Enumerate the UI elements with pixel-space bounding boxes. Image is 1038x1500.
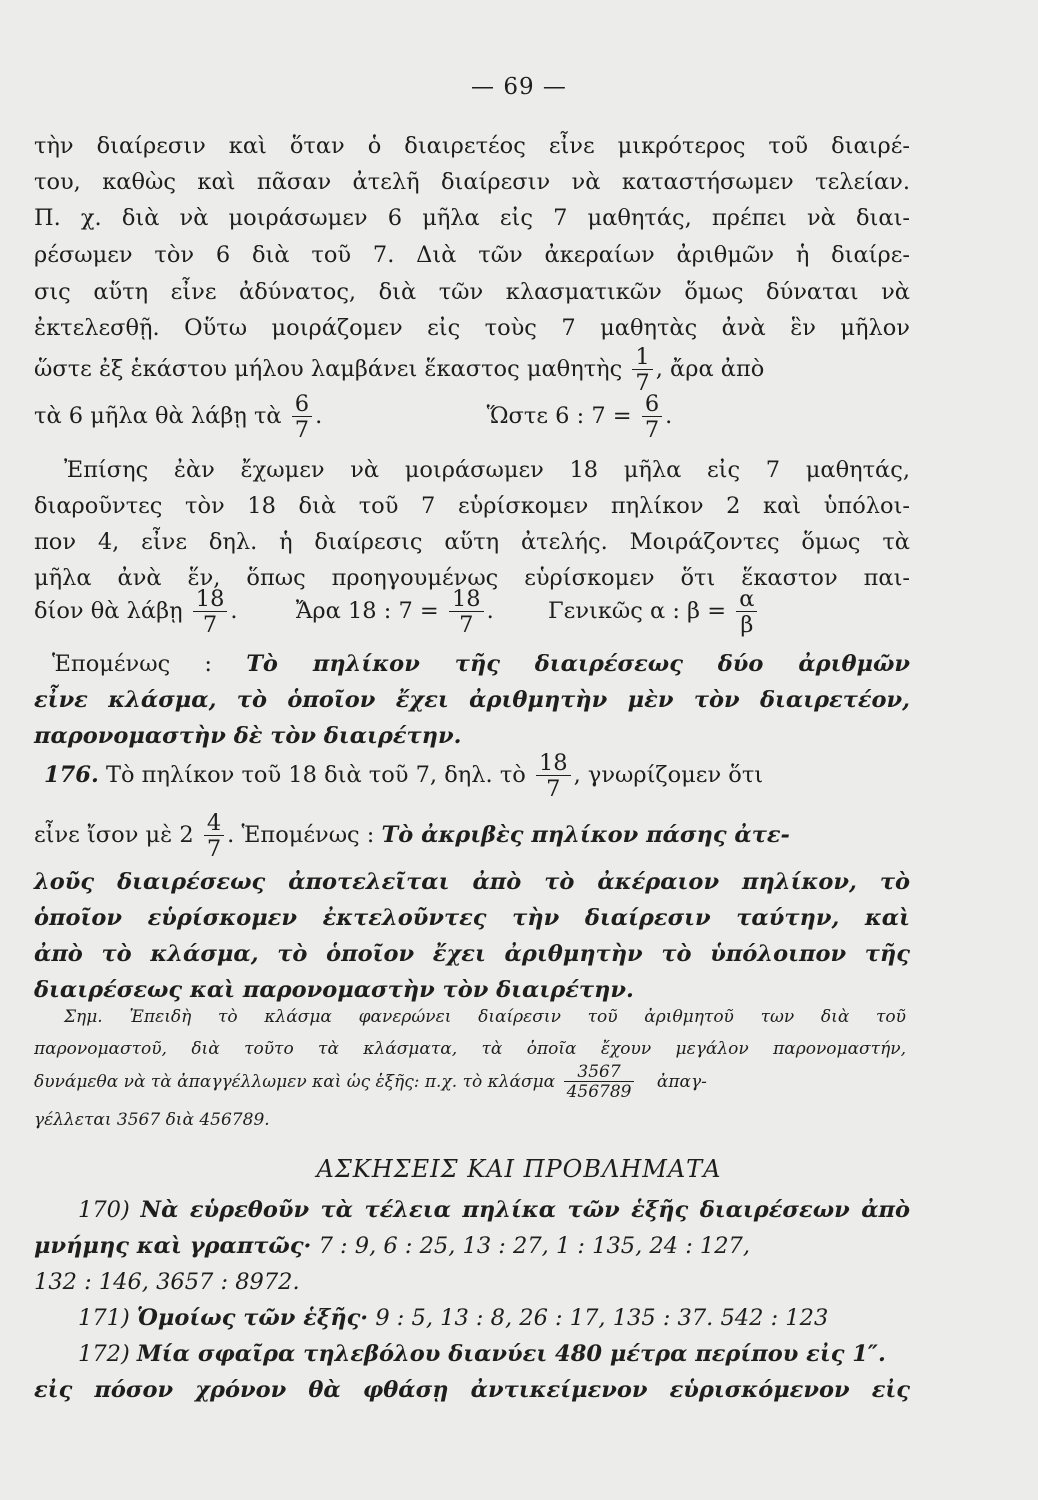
text-segment: ἀπαγ- xyxy=(656,1072,707,1092)
section-176-line xyxy=(44,752,920,800)
exercise-line: 132 : 146, 3657 : 8972. xyxy=(34,1269,300,1295)
fraction: $\frac{18}{7}$ xyxy=(193,588,228,636)
fraction: $\frac{\alpha}{\beta}$ xyxy=(736,588,757,636)
fraction: $\frac{3567}{456789}$ xyxy=(564,1064,635,1101)
exercise-number: 170) xyxy=(78,1197,130,1223)
text-segment: . xyxy=(230,598,238,624)
text-segment: ὥστε ἐξ ἑκάστου μήλου λαμβάνει ἕκαστος μαθητὴς xyxy=(34,356,623,382)
text-line: πον 4, εἶνε δηλ. ἡ διαίρεσις αὕτη ἀτελής. Μοιράζοντες ὅμως τὰ xyxy=(34,529,910,555)
rule-line: λοῦς διαιρέσεως ἀποτελεῖται ἀπὸ τὸ ἀκέραιον πηλίκον, τὸ xyxy=(34,869,910,895)
note-line: γέλλεται 3567 διὰ 456789. xyxy=(34,1110,270,1130)
text-segment: 9 : 5, 13 : 8, 26 : 17, 135 : 37. 542 : 123 xyxy=(375,1305,829,1331)
exercise-number: 172) xyxy=(78,1341,130,1367)
text-segment: Ὁμοίως τῶν ἑξῆς· xyxy=(136,1305,369,1331)
text-segment: . xyxy=(486,598,494,624)
text-line: Π. χ. διὰ νὰ μοιράσωμεν 6 μῆλα εἰς 7 μαθητάς, πρέπει νὰ διαι- xyxy=(34,205,910,231)
text-segment: . xyxy=(665,403,673,429)
rule-line: διαιρέσεως καὶ παρονομαστὴν τὸν διαιρέτην. xyxy=(34,977,634,1003)
text-line: μῆλα ἀνὰ ἕν, ὅπως προηγουμένως εὑρίσκομεν ὅτι ἕκαστον παι- xyxy=(34,565,910,591)
note-line: παρονομαστοῦ, διὰ τοῦτο τὰ κλάσματα, τὰ ὁποῖα ἔχουν μεγάλον παρονομαστήν, xyxy=(34,1039,906,1059)
text-line: Ἐπίσης ἐὰν ἔχωμεν νὰ μοιράσωμεν 18 μῆλα εἰς 7 μαθητάς, xyxy=(64,457,910,483)
text-segment: , ἄρα ἀπὸ xyxy=(655,356,765,382)
text-segment: Νὰ εὑρεθοῦν τὰ τέλεια πηλίκα τῶν ἑξῆς διαιρέσεων ἀπὸ xyxy=(140,1197,910,1223)
fraction: $\frac{18}{7}$ xyxy=(449,588,484,636)
exercise-line: εἰς πόσον χρόνον θὰ φθάσῃ ἀντικείμενον εὑρισκόμενον εἰς xyxy=(34,1377,910,1403)
text-segment: δυνάμεθα νὰ τὰ ἀπαγγέλλωμεν καὶ ὡς ἑξῆς: π.χ. τὸ κλάσμα xyxy=(34,1072,556,1092)
text-segment: , γνωρίζομεν ὅτι xyxy=(573,762,764,788)
text-segment: . Ἑπομένως : xyxy=(227,822,375,848)
equation: Γενικῶς α : β = xyxy=(548,598,727,624)
rule-line: εἶνε κλάσμα, τὸ ὁποῖον ἔχει ἀριθμητὴν μὲν τὸν διαιρετέον, xyxy=(34,687,910,713)
fraction: $\frac{1}{7}$ xyxy=(632,346,652,394)
note-label: Σημ. xyxy=(64,1007,103,1027)
fraction: $\frac{6}{7}$ xyxy=(642,393,662,441)
text-segment: 7 : 9, 6 : 25, 13 : 27, 1 : 135, 24 : 127, xyxy=(318,1233,751,1259)
text-segment: Τὸ πηλίκον τοῦ 18 διὰ τοῦ 7, δηλ. τὸ xyxy=(105,762,526,788)
rule-line: παρονομαστὴν δὲ τὸν διαιρέτην. xyxy=(34,723,462,749)
text-line-with-fraction xyxy=(34,346,910,394)
text-segment: Ἐπειδὴ τὸ κλάσμα φανερώνει διαίρεσιν τοῦ ἀριθμητοῦ των διὰ τοῦ xyxy=(129,1007,906,1027)
text-segment: τὰ 6 μῆλα θὰ λάβῃ τὰ xyxy=(34,403,282,429)
text-segment: Μία σφαῖρα τηλεβόλου διανύει 480 μέτρα περίπου εἰς 1″. xyxy=(136,1341,886,1367)
note-line xyxy=(64,1005,906,1029)
equation: Ὥστε 6 : 7 = xyxy=(486,403,632,429)
equation: Ἄρα 18 : 7 = xyxy=(295,598,439,624)
text-line-with-fraction xyxy=(34,588,910,636)
text-line-with-fraction xyxy=(34,393,910,441)
text-segment: δίον θὰ λάβῃ xyxy=(34,598,183,624)
section-heading: ΑΣΚΗΣΕΙΣ ΚΑΙ ΠΡΟΒΛΗΜΑΤΑ xyxy=(316,1155,722,1183)
fraction: $\frac{6}{7}$ xyxy=(292,393,312,441)
fraction: $\frac{4}{7}$ xyxy=(204,812,224,860)
exercise-line xyxy=(34,1231,910,1261)
text-segment: μνήμης καὶ γραπτῶς· xyxy=(34,1233,312,1259)
text-line: ἐκτελεσθῇ. Οὕτω μοιράζομεν εἰς τοὺς 7 μαθητὰς ἀνὰ ἓν μῆλον xyxy=(34,315,910,341)
exercise-number: 171) xyxy=(78,1305,130,1331)
rule-line: ἀπὸ τὸ κλάσμα, τὸ ὁποῖον ἔχει ἀριθμητὴν τὸ ὑπόλοιπον τῆς xyxy=(34,941,910,967)
exercise-172 xyxy=(78,1339,954,1369)
note-line-with-fraction xyxy=(34,1060,906,1104)
text-line: σις αὕτη εἶνε ἀδύνατος, διὰ τῶν κλασματικῶν ὅμως δύναται νὰ xyxy=(34,279,910,305)
text-line: ρέσωμεν τὸν 6 διὰ τοῦ 7. Διὰ τῶν ἀκεραίων ἀριθμῶν ἡ διαίρε- xyxy=(34,242,910,268)
exercise-171 xyxy=(78,1303,954,1333)
text-line: του, καθὼς καὶ πᾶσαν ἀτελῆ διαίρεσιν νὰ καταστήσωμεν τελείαν. xyxy=(34,169,910,195)
exercise-170 xyxy=(78,1195,910,1225)
rule-text: Τὸ ἀκριβὲς πηλίκον πάσης ἀτε- xyxy=(381,822,790,848)
text-line: τὴν διαίρεσιν καὶ ὅταν ὁ διαιρετέος εἶνε μικρότερος τοῦ διαιρέ- xyxy=(34,133,910,159)
text-segment: Ἑπομένως : xyxy=(52,651,212,677)
text-segment: εἶνε ἴσον μὲ 2 xyxy=(34,822,194,848)
rule-line xyxy=(52,649,910,679)
text-segment: . xyxy=(315,403,323,429)
text-line: διαροῦντες τὸν 18 διὰ τοῦ 7 εὑρίσκομεν πηλίκον 2 καὶ ὑπόλοι- xyxy=(34,493,910,519)
section-number: 176. xyxy=(44,762,99,788)
fraction: $\frac{18}{7}$ xyxy=(536,752,571,800)
page-number: — 69 — xyxy=(471,74,567,100)
rule-line: ὁποῖον εὑρίσκομεν ἐκτελοῦντες τὴν διαίρεσιν ταύτην, καὶ xyxy=(34,905,910,931)
rule-text: Τὸ πηλίκον τῆς διαιρέσεως δύο ἀριθμῶν xyxy=(246,651,910,677)
text-line-with-fraction xyxy=(34,812,910,860)
